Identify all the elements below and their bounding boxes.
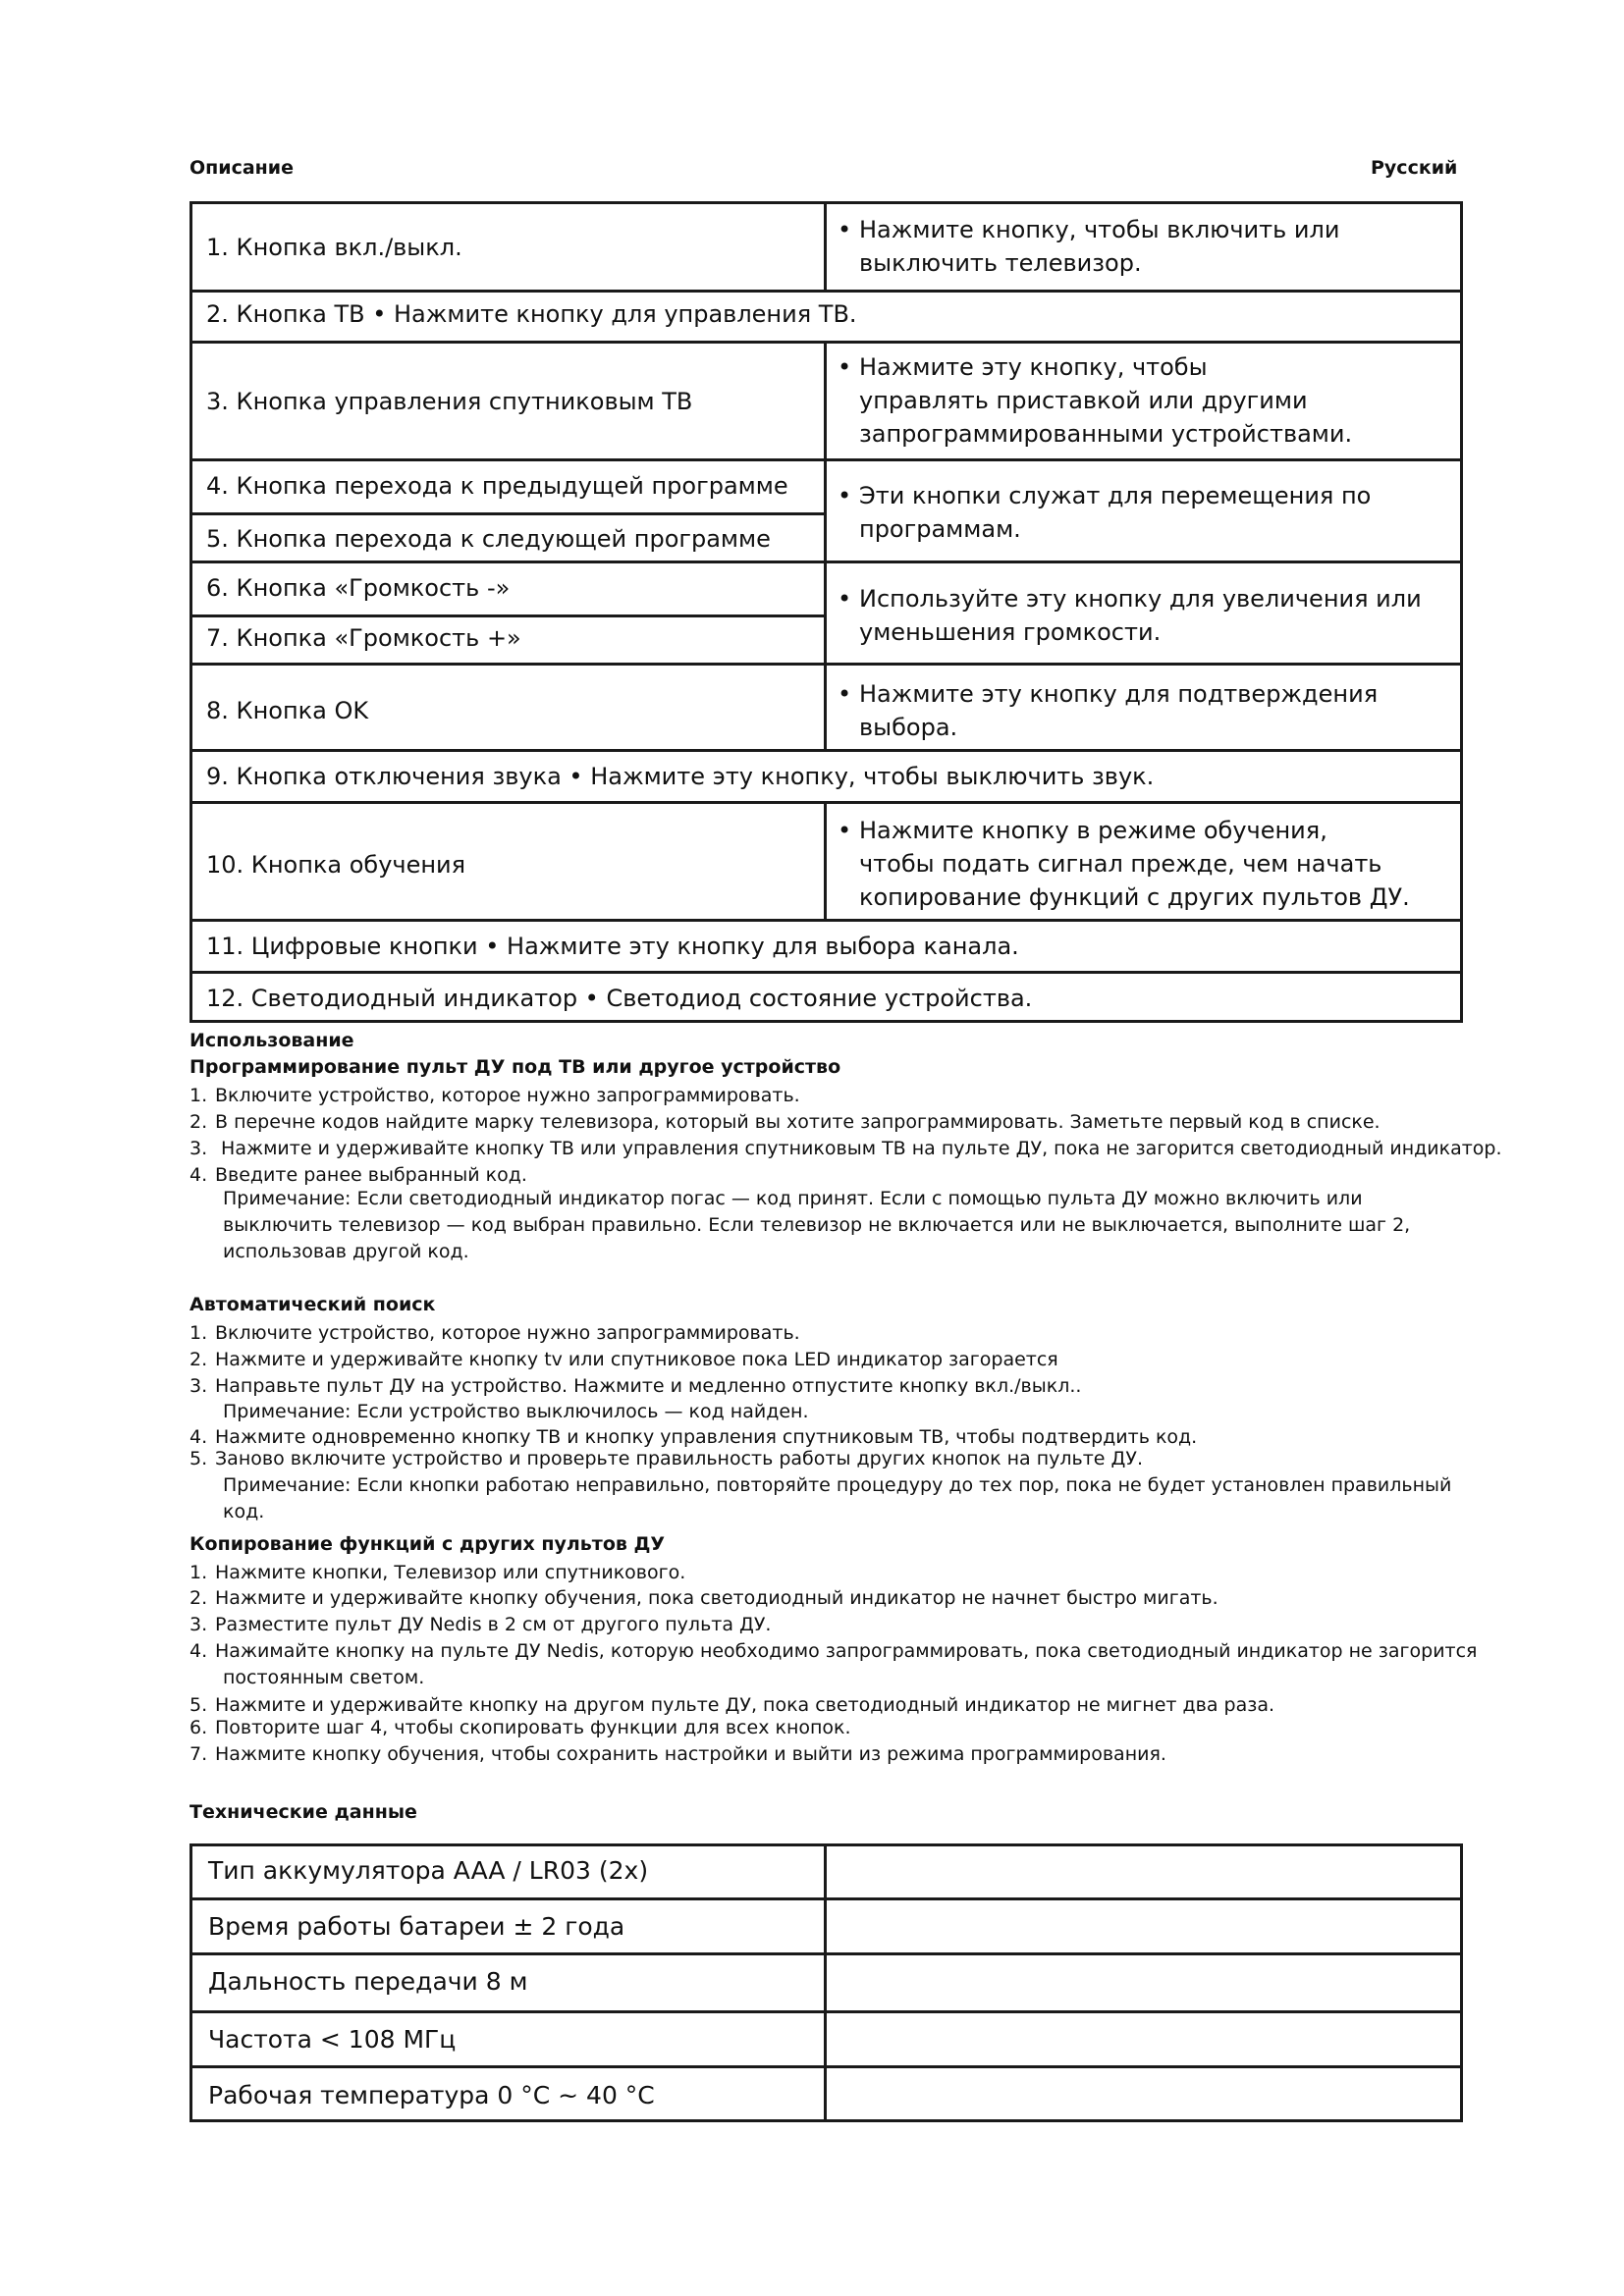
row-6-7-description: • Используйте эту кнопку для увеличения или уменьшения громкости. xyxy=(838,585,1422,646)
programming-step-3: 3. Нажмите и удерживайте кнопку ТВ или управления спутниковым ТВ на пульте ДУ, пока не загорится светодиодный индикатор. xyxy=(189,1138,1502,1159)
programming-step-2: 2. В перечне кодов найдите марку телевизора, который вы хотите запрограммировать. Заметьте первый код в списке. xyxy=(189,1111,1380,1133)
row-4-5-description: • Эти кнопки служат для перемещения по программам. xyxy=(838,482,1372,543)
programming-step-1: 1. Включите устройство, которое нужно запрограммировать. xyxy=(189,1085,800,1106)
row-4-label: 4. Кнопка перехода к предыдущей программе xyxy=(206,472,788,500)
row-5-label: 5. Кнопка перехода к следующей программе xyxy=(206,525,771,553)
autosearch-note-1: Примечание: Если устройство выключилось — код найден. xyxy=(223,1401,809,1422)
copying-step-2: 2. Нажмите и удерживайте кнопку обучения, пока светодиодный индикатор не начнет быстро мигать. xyxy=(189,1587,1218,1609)
autosearch-step-2: 2. Нажмите и удерживайте кнопку tv или спутниковое пока LED индикатор загорается xyxy=(189,1349,1058,1370)
copying-step-5: 5. Нажмите и удерживайте кнопку на другом пульте ДУ, пока светодиодный индикатор не мигнет два раза. xyxy=(189,1694,1275,1716)
tech-row-range: Дальность передачи 8 м xyxy=(208,1967,528,1996)
language-label: Русский xyxy=(1371,157,1458,179)
column-divider xyxy=(824,1846,827,2119)
tech-data-title: Технические данные xyxy=(189,1801,417,1823)
programming-title: Программирование пульт ДУ под ТВ или другое устройство xyxy=(189,1056,841,1078)
tech-row-battery-life: Время работы батареи ± 2 года xyxy=(208,1912,625,1941)
autosearch-title: Автоматический поиск xyxy=(189,1294,436,1315)
row-7-label: 7. Кнопка «Громкость +» xyxy=(206,624,521,652)
tech-row-temperature: Рабочая температура 0 °C ~ 40 °C xyxy=(208,2081,655,2109)
copying-step-7: 7. Нажмите кнопку обучения, чтобы сохранить настройки и выйти из режима программирования. xyxy=(189,1743,1166,1765)
autosearch-step-4: 4. Нажмите одновременно кнопку ТВ и кнопку управления спутниковым ТВ, чтобы подтвердить код. xyxy=(189,1426,1198,1448)
row-divider xyxy=(192,614,827,617)
programming-note: Примечание: Если светодиодный индикатор погас — код принят. Если с помощью пульта ДУ можно включить или выключить телевизор — код выбран правильно. Если телевизор не включается или не выключается, выполните шаг 2, использовав другой код. xyxy=(223,1188,1411,1262)
row-6-label: 6. Кнопка «Громкость -» xyxy=(206,574,511,602)
column-divider xyxy=(824,204,827,293)
tech-row-frequency: Частота < 108 МГц xyxy=(208,2025,457,2054)
row-8-label: 8. Кнопка OK xyxy=(206,697,369,724)
row-3-description: • Нажмите эту кнопку, чтобы управлять приставкой или другими запрограммированными устройствами. xyxy=(838,353,1353,448)
section-title-description: Описание xyxy=(189,157,295,179)
row-3-label: 3. Кнопка управления спутниковым ТВ xyxy=(206,388,693,415)
copying-step-4-continued: постоянным светом. xyxy=(223,1667,425,1688)
tech-data-table xyxy=(189,1843,1463,2122)
row-2-text: 2. Кнопка ТВ • Нажмите кнопку для управления ТВ. xyxy=(206,300,857,328)
row-divider xyxy=(192,971,1460,974)
row-12-text: 12. Светодиодный индикатор • Светодиод состояние устройства. xyxy=(206,985,1033,1012)
programming-step-4: 4. Введите ранее выбранный код. xyxy=(189,1164,527,1186)
column-divider xyxy=(824,341,827,752)
copying-step-1: 1. Нажмите кнопки, Телевизор или спутникового. xyxy=(189,1562,686,1583)
autosearch-step-3: 3. Направьте пульт ДУ на устройство. Нажмите и медленно отпустите кнопку вкл./выкл.. xyxy=(189,1375,1082,1397)
row-divider xyxy=(192,512,827,515)
row-11-text: 11. Цифровые кнопки • Нажмите эту кнопку для выбора канала. xyxy=(206,933,1019,960)
copying-title: Копирование функций с других пультов ДУ xyxy=(189,1533,666,1555)
autosearch-note-2: Примечание: Если кнопки работаю неправильно, повторяйте процедуру до тех пор, пока не будет установлен правильный код. xyxy=(223,1474,1452,1522)
row-8-description: • Нажмите эту кнопку для подтверждения выбора. xyxy=(838,680,1379,741)
row-9-text: 9. Кнопка отключения звука • Нажмите эту кнопку, чтобы выключить звук. xyxy=(206,763,1155,790)
tech-row-battery: Тип аккумулятора AAA / LR03 (2x) xyxy=(208,1856,649,1885)
autosearch-step-5: 5. Заново включите устройство и проверьте правильность работы других кнопок на пульте ДУ. xyxy=(189,1448,1143,1469)
copying-step-3: 3. Разместите пульт ДУ Nedis в 2 см от другого пульта ДУ. xyxy=(189,1614,772,1635)
usage-title: Использование xyxy=(189,1030,354,1051)
copying-step-4: 4. Нажимайте кнопку на пульте ДУ Nedis, которую необходимо запрограммировать, пока светодиодный индикатор не загорится xyxy=(189,1640,1478,1662)
column-divider xyxy=(824,801,827,922)
autosearch-step-1: 1. Включите устройство, которое нужно запрограммировать. xyxy=(189,1322,800,1344)
row-1-description: • Нажмите кнопку, чтобы включить или выключить телевизор. xyxy=(838,216,1340,277)
copying-step-6: 6. Повторите шаг 4, чтобы скопировать функции для всех кнопок. xyxy=(189,1717,851,1738)
row-10-label: 10. Кнопка обучения xyxy=(206,851,466,879)
row-10-description: • Нажмите кнопку в режиме обучения, чтобы подать сигнал прежде, чем начать копирование функций с других пультов ДУ. xyxy=(838,817,1410,911)
row-1-label: 1. Кнопка вкл./выкл. xyxy=(206,234,462,261)
